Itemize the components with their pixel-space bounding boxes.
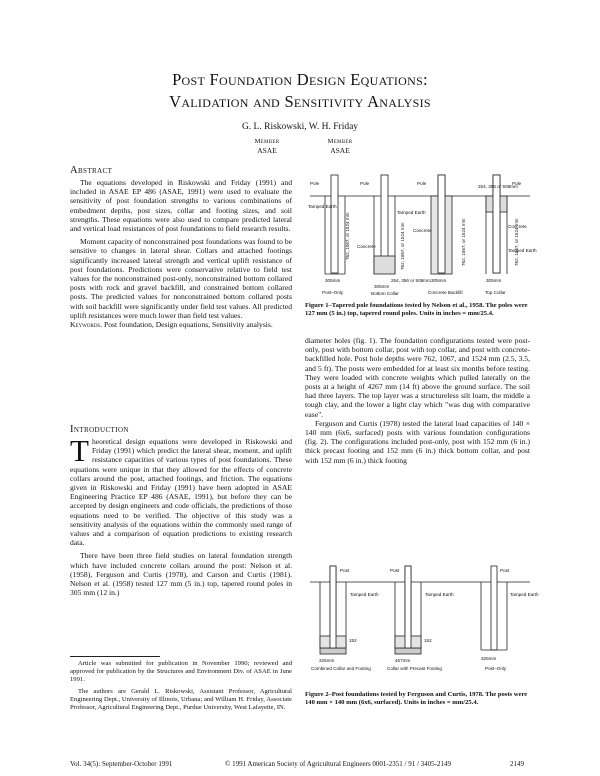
fig1-concrete-label-1: Concrete — [357, 244, 376, 249]
fig2-tamped-label-2: Tamped Earth — [425, 592, 454, 597]
fig1-depth-label-4: 762, 1067, or 1524 mm — [514, 218, 519, 266]
fig1-pole-label-4: Pole — [512, 181, 522, 186]
fig1-dim-3: 305mm — [431, 278, 447, 283]
keywords-text: Post foundation, Design equations, Sensitivity analysis. — [104, 320, 273, 330]
abstract-paragraph-1: The equations developed in Riskowski and Friday (1991) and included in ASAE EP 486 (ASAE, 1991) were used to evaluate the sensitivity of post foundation strengths to various combinations of embedment depths, post sizes, collar and footing sizes, and soil strengths. These equations were also used to compare predicted lateral and vertical load resistances of post foundations to field research results. — [70, 178, 292, 234]
fig2-collar-dim-2: 152 — [424, 638, 432, 643]
title-line-1: Post Foundation Design Equations: — [172, 70, 428, 89]
author1-affiliation — [237, 137, 297, 155]
intro-paragraph-2: There have been three field studies on lateral foundation strength which have included concrete collars around the post: Nelson et al. (1958), Ferguson and Curtis (1978), and Carson and Curtis (1981). Nelson et al. (1958) tested 127 mm (5 in.) top, tapered round poles in 305 mm (12 in.) — [70, 551, 292, 598]
fig2-collar-dim-1: 152 — [349, 638, 357, 643]
fig2-combined-label: Combined Collar and Footing — [311, 666, 371, 671]
fig2-post-label-2: Post — [390, 568, 400, 573]
fig1-tamped-label-3: Tamped Earth — [508, 248, 537, 253]
fig1-concrete-label-2: Concrete — [413, 228, 432, 233]
fig2-post-only-label: Post–Only — [485, 666, 507, 671]
author1-role: Member — [254, 138, 280, 145]
intro-paragraph-1-text: heoretical design equations were developed in Riskowski and Friday (1991) which predict the lateral shear, moment, and uplift resistance capacities of various types of post foundations. These equations were unique in that they allowed for the effects of concrete collars around the post, attached footings, and friction. The equations given in Riskowski and Friday (1991) have been adopted in ASAE Engineering Practice EP 486 (ASAE, 1991), but before they can be accepted by design engineers and code officials, the predictions of those equations need to be verified. The objective of this study was a sensitivity analysis of the equations within the commonly used range of values and a comparison of equation predictions to existing research data. — [70, 437, 292, 548]
fig1-tamped-label-1: Tamped Earth — [308, 204, 337, 209]
introduction-body — [70, 433, 292, 598]
author2-affiliation — [310, 137, 370, 155]
introduction-heading: Introduction — [70, 424, 129, 435]
fig2-collar-footing-label: Collar with Precast Footing — [387, 666, 442, 671]
footer-page-number: 2149 — [510, 760, 524, 768]
fig1-depth-label-1: 762, 1067, or 1524 mm — [345, 212, 350, 260]
intro-paragraph-1 — [70, 433, 292, 548]
fig1-dim-2: 305mm — [374, 284, 390, 289]
fig1-collar-height-label: 254, 356 or 508mm — [478, 184, 518, 189]
keywords — [70, 320, 292, 329]
footnote-2: The authors are Gerald L. Riskowski, Assistant Professor, Agricultural Engineering Dept., University of Illinois, Urbana; and William H. Friday, Associate Professor, Agricultural Engineering Dept., Purdue University, West Lafayette, IN. — [70, 687, 292, 712]
right-column-body — [305, 336, 530, 465]
fig2-tamped-label-1: Tamped Earth — [350, 592, 379, 597]
figure-2-diagram — [305, 562, 539, 690]
fig1-pole-label-3: Pole — [417, 181, 427, 186]
figure-1-diagram — [305, 170, 535, 298]
fig1-dim-4: 305mm — [486, 278, 502, 283]
figure-1-caption: Figure 1–Tapered pole foundations tested by Nelson et al., 1958. The poles were 127 mm (5 in.) top, tapered round poles. Units in inches = mm/25.4. — [305, 302, 528, 317]
footnote-rule — [70, 656, 160, 657]
fig1-tamped-label-2: Tamped Earth — [397, 210, 426, 215]
footnote-1: Article was submitted for publication in November 1990; reviewed and approved for publication by the Structures and Environment Div. of ASAE in June 1991. — [70, 660, 292, 684]
author1-org: ASAE — [257, 146, 277, 155]
abstract-heading: Abstract — [70, 165, 113, 176]
fig1-pole-label-2: Pole — [360, 181, 370, 186]
footer-volume: Vol. 34(5): September-October 1991 — [70, 760, 173, 768]
fig2-post-label-3: Post — [500, 568, 510, 573]
fig1-bottom-collar-label: Bottom Collar — [371, 291, 399, 296]
right-paragraph-2: Ferguson and Curtis (1978) tested the lateral load capacities of 140 × 140 mm (6x6, surfaced) posts with various foundation configurations (fig. 2). The configurations included post-only, post with 152 mm (6 in.) thick precast footing and 152 mm (6 in.) thick bottom collar, and post with 152 mm (6 in.) thick footing — [305, 418, 530, 465]
fig1-depth-label-2: 762, 1067, or 1524 mm — [400, 222, 405, 270]
title-line-2: Validation and Sensitivity Analysis — [169, 92, 431, 111]
author2-role: Member — [327, 138, 353, 145]
fig2-width-dim-3: 325mm — [481, 656, 497, 661]
abstract-body — [70, 178, 292, 329]
fig1-concrete-label-3: Concrete — [508, 224, 527, 229]
author2-org: ASAE — [330, 146, 350, 155]
fig2-tamped-label-3: Tamped Earth — [510, 592, 539, 597]
authors: G. L. Riskowski, W. H. Friday — [241, 122, 359, 132]
fig1-collar-height-label-2: 254, 356 or 508mm — [391, 278, 431, 283]
figure-2-caption: Figure 2–Post foundations tested by Ferguson and Curtis, 1978. The posts were 140 mm × 140 mm (6x6, surfaced). Units in inches = mm/25.4. — [305, 691, 528, 706]
footer-copyright: © 1991 American Society of Agricultural Engineers 0001-2351 / 91 / 3405-2149 — [225, 760, 451, 768]
fig2-width-dim-1: 325mm — [319, 658, 335, 663]
fig1-dim-1: 305mm — [325, 278, 341, 283]
fig1-top-collar-label: Top Collar — [485, 290, 506, 295]
fig1-concrete-backfill-label: Concrete Backfill — [428, 290, 463, 295]
fig2-post-label-1: Post — [340, 568, 350, 573]
drop-cap: T — [70, 433, 89, 468]
right-paragraph-1: diameter holes (fig. 1). The foundation configurations tested were post-only, post with bottom collar, post with top collar, and post with concrete-backfilled hole. Post hole depths were 762, 1067, and 1524 mm (2.5, 3.5, and 5 ft). The posts were embedded for at least six months before testing. They were loaded with concrete weights which pulled laterally on the posts at a height of 4267 mm (14 ft) above the ground surface. The soil had three layers. The top layer was a structureless silt loam, the middle a tough clay, and the lower a light clay which "was dug with comparative ease". — [305, 336, 530, 419]
abstract-paragraph-2: Moment capacity of nonconstrained post foundations was found to be sensitive to changes in lateral shear. Collars and attached footings significantly increased lateral strength and vertical uplift resistance of post foundations. Predictions were conservative relative to field test values for the nonconstrained post-only, nonconstrained bottom collared posts with rock and gravel backfill, and constrained bottom collared posts. The predicted values for nonconstrained bottom collared posts with soil backfill were significantly under field test values. All predicted uplift resistances were much lower than field test values. — [70, 237, 292, 320]
keywords-label: Keywords. — [70, 320, 103, 330]
fig1-pole-label-1: Pole — [310, 181, 320, 186]
footnotes — [70, 660, 292, 715]
fig1-depth-label-3: 762, 1067, or 1524 mm — [461, 218, 466, 266]
fig1-post-only-label: Post–Only — [322, 290, 344, 295]
fig2-width-dim-2: 457mm — [395, 658, 411, 663]
